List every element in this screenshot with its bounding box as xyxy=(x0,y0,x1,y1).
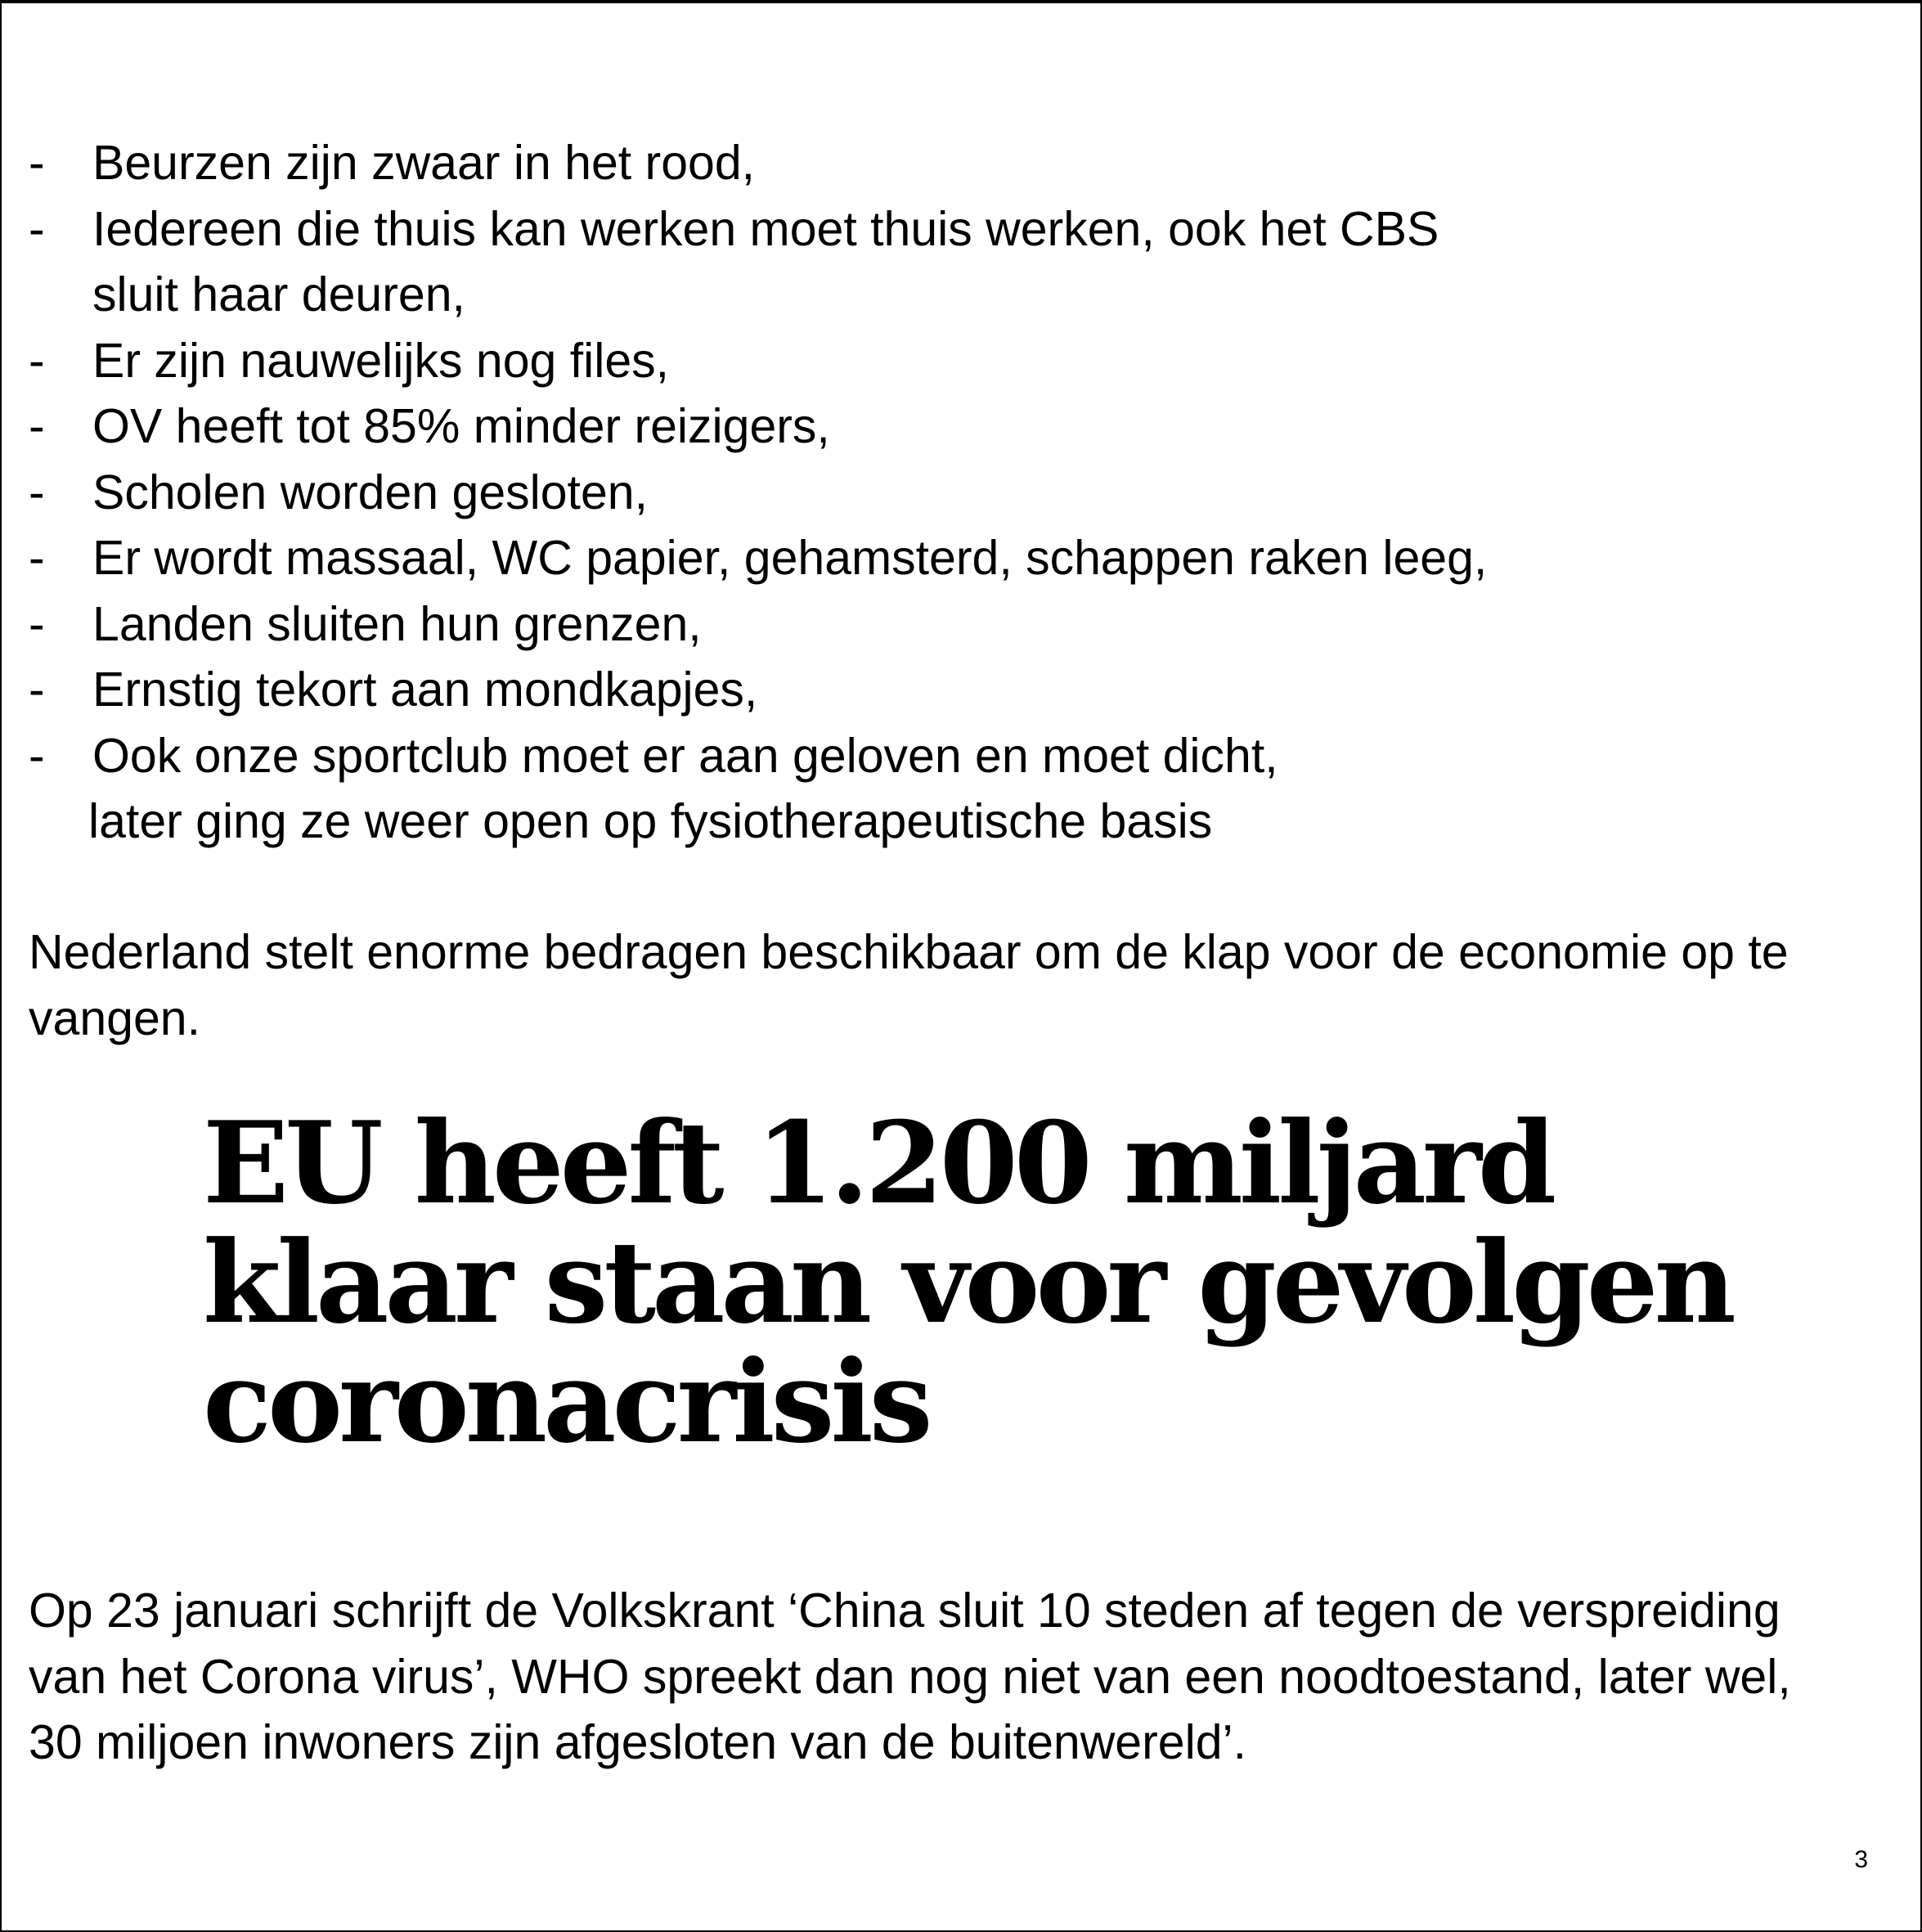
list-item-text: Landen sluiten hun grenzen, xyxy=(92,596,702,651)
bullet-dash: - xyxy=(29,596,45,651)
list-item xyxy=(29,196,1877,328)
list-item xyxy=(29,130,1877,196)
list-item-text: Ernstig tekort aan mondkapjes, xyxy=(92,663,758,717)
list-item-continuation: sluit haar deuren, xyxy=(92,267,465,321)
bullet-dash: - xyxy=(29,136,45,190)
bullet-dash: - xyxy=(29,728,45,783)
list-item xyxy=(29,460,1877,526)
bullet-dash: - xyxy=(29,399,45,453)
list-item-continuation: later ging ze weer open op fysiotherapeutische basis xyxy=(88,794,1213,848)
list-item xyxy=(29,723,1877,855)
bullet-dash: - xyxy=(29,465,45,519)
list-item-text: Er wordt massaal, WC papier, gehamsterd, schappen raken leeg, xyxy=(92,531,1488,585)
list-item xyxy=(29,657,1877,723)
bullet-list xyxy=(29,130,1877,855)
economy-paragraph: Nederland stelt enorme bedragen beschikbaar om de klap voor de economie op te vangen. xyxy=(29,925,1789,1045)
list-item-text: OV heeft tot 85% minder reizigers, xyxy=(92,399,830,453)
page-number: 3 xyxy=(1854,1846,1868,1873)
list-item-text: Beurzen zijn zwaar in het rood, xyxy=(92,136,756,190)
news-headline: EU heeft 1.200 miljard klaar staan voor gevolgen coronacrisis xyxy=(203,1096,1732,1468)
list-item xyxy=(29,525,1877,591)
bullet-dash: - xyxy=(29,531,45,585)
china-paragraph: Op 23 januari schrijft de Volkskrant ‘China sluit 10 steden af tegen de verspreiding van het Corona virus’, WHO spreekt dan nog niet van een noodtoestand, later wel, 30 miljoen inwoners zijn afgesloten van de buitenwereld’. xyxy=(29,1584,1791,1769)
list-item-text: Iedereen die thuis kan werken moet thuis werken, ook het CBS xyxy=(92,201,1439,256)
list-item xyxy=(29,328,1877,394)
list-item xyxy=(29,591,1877,658)
list-item xyxy=(29,393,1877,460)
bullet-dash: - xyxy=(29,201,45,256)
list-item-text: Scholen worden gesloten, xyxy=(92,465,648,519)
list-item-text: Ook onze sportclub moet er aan geloven en moet dicht, xyxy=(92,728,1278,783)
bullet-dash: - xyxy=(29,333,45,388)
list-item-text: Er zijn nauwelijks nog files, xyxy=(92,333,670,388)
bullet-dash: - xyxy=(29,663,45,717)
